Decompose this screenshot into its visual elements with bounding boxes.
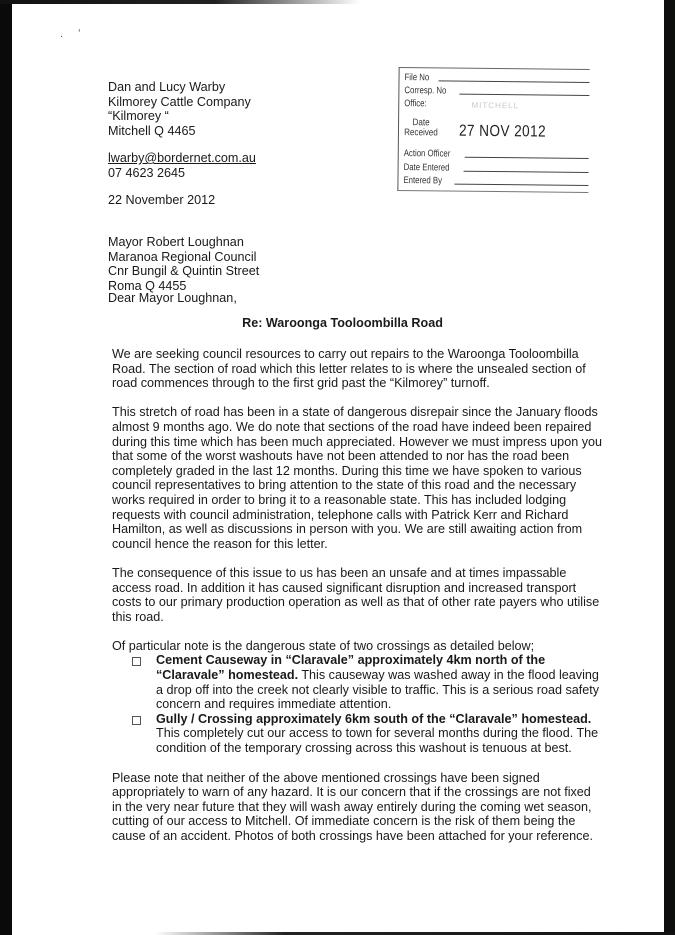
- checkbox-bullet-icon: [132, 657, 141, 666]
- letter-date: 22 November 2012: [108, 193, 216, 207]
- stamp-date-label: Date Received: [404, 117, 438, 139]
- crossing-detail: This causeway was washed away in the flood leaving a drop off into the creek not clearly visible to traffic. This is a serious road safety concern and requires immediate attention.: [156, 668, 600, 712]
- subject-line: Re: Waroonga Tooloombilla Road: [242, 316, 443, 330]
- scan-edge-right: [664, 0, 675, 935]
- stamp-office: Office: MITCHELL: [404, 98, 520, 111]
- letter-body: [112, 347, 602, 858]
- sender-name: Dan and Lucy Warby: [108, 80, 226, 94]
- salutation: Dear Mayor Loughnan,: [108, 291, 237, 305]
- stamp-file-no: File No: [404, 72, 589, 85]
- list-item: [152, 712, 602, 756]
- sender-address: [108, 80, 251, 138]
- recipient-org: Maranoa Regional Council: [108, 249, 257, 264]
- crossings-list: [112, 653, 602, 755]
- received-stamp: [397, 67, 589, 193]
- stamp-date-received: 27 NOV 2012: [458, 122, 547, 141]
- sender-phone: 07 4623 2645: [108, 165, 186, 180]
- sender-company: Kilmorey Cattle Company: [108, 94, 251, 109]
- recipient-name: Mayor Robert Loughnan: [108, 235, 244, 249]
- closing-paragraph: Please note that neither of the above mentioned crossings have been signed appropriately to warn of any hazard. It is our concern that if the crossings are not fixed in the very near future that they will wash away entirely during the coming wet season, cutting of our access to Mitchell. Of immediate concern is the risk of them being the cause of an accident. Photos of both crossings have been attached for your reference.: [112, 770, 593, 843]
- recipient-street: Cnr Bungil & Quintin Street: [108, 264, 260, 279]
- scan-edge-top: [0, 0, 360, 4]
- recipient-address: [108, 235, 259, 293]
- paragraph-3: The consequence of this issue to us has been an unsafe and at times impassable access road. In addition it has caused significant disruption and increased transport costs to our primary production operation as well as that of other rate payers who utilise this road.: [112, 565, 600, 624]
- paragraph-4: Of particular note is the dangerous state of two crossings as detailed below;: [112, 638, 535, 653]
- stamp-entered-by: Entered By: [403, 175, 588, 188]
- checkbox-bullet-icon: [132, 716, 141, 725]
- crossing-detail: This completely cut our access to town for several months during the flood. The condition of the temporary crossing across this washout is tenuous at best.: [156, 726, 599, 756]
- crossing-title: Gully / Crossing approximately 6km south of the “Claravale” homestead.: [156, 711, 592, 726]
- list-item: [152, 653, 602, 711]
- stamp-action-officer: Action Officer: [404, 148, 589, 161]
- paragraph-2: This stretch of road has been in a state of dangerous disrepair since the January floods almost 9 months ago. We do note that sections of the road have indeed been repaired during this time which has been much appreciated. However we must impress upon you that some of the worst washouts have not been attended to nor has the road been completely graded in the last 12 months. During this time we have spoken to various council representatives to bring attention to the state of this road and the necessary works required in order to bring it to a reasonable state. This has included lodging requests with council administration, telephone calls with Patrick Kerr and Richard Hamilton, as well as discussions in person with you. We are still awaiting action from council hence the reason for this letter.: [112, 405, 603, 551]
- sender-contact: [108, 151, 256, 180]
- recipient-town: Roma Q 4455: [108, 278, 187, 293]
- scan-edge-left: [0, 0, 12, 935]
- margin-mark: . ʻ: [60, 28, 87, 40]
- sender-email-link[interactable]: lwarby@bordernet.com.au: [108, 151, 256, 165]
- stamp-corresp-no: Corresp. No: [404, 85, 589, 98]
- stamp-date-entered: Date Entered: [404, 162, 589, 175]
- paragraph-1: We are seeking council resources to carry out repairs to the Waroonga Tooloombilla Road. The section of road which this letter relates to is where the unsealed section of road commences through to the first grid past the “Kilmorey” turnoff.: [112, 347, 586, 391]
- stamp-office-value: MITCHELL: [471, 100, 520, 111]
- crossing-title: Cement Causeway in “Claravale” approximately 4km north of the “Claravale” homestead.: [156, 653, 546, 683]
- sender-property: “Kilmorey “: [108, 109, 169, 124]
- sender-town: Mitchell Q 4465: [108, 123, 196, 138]
